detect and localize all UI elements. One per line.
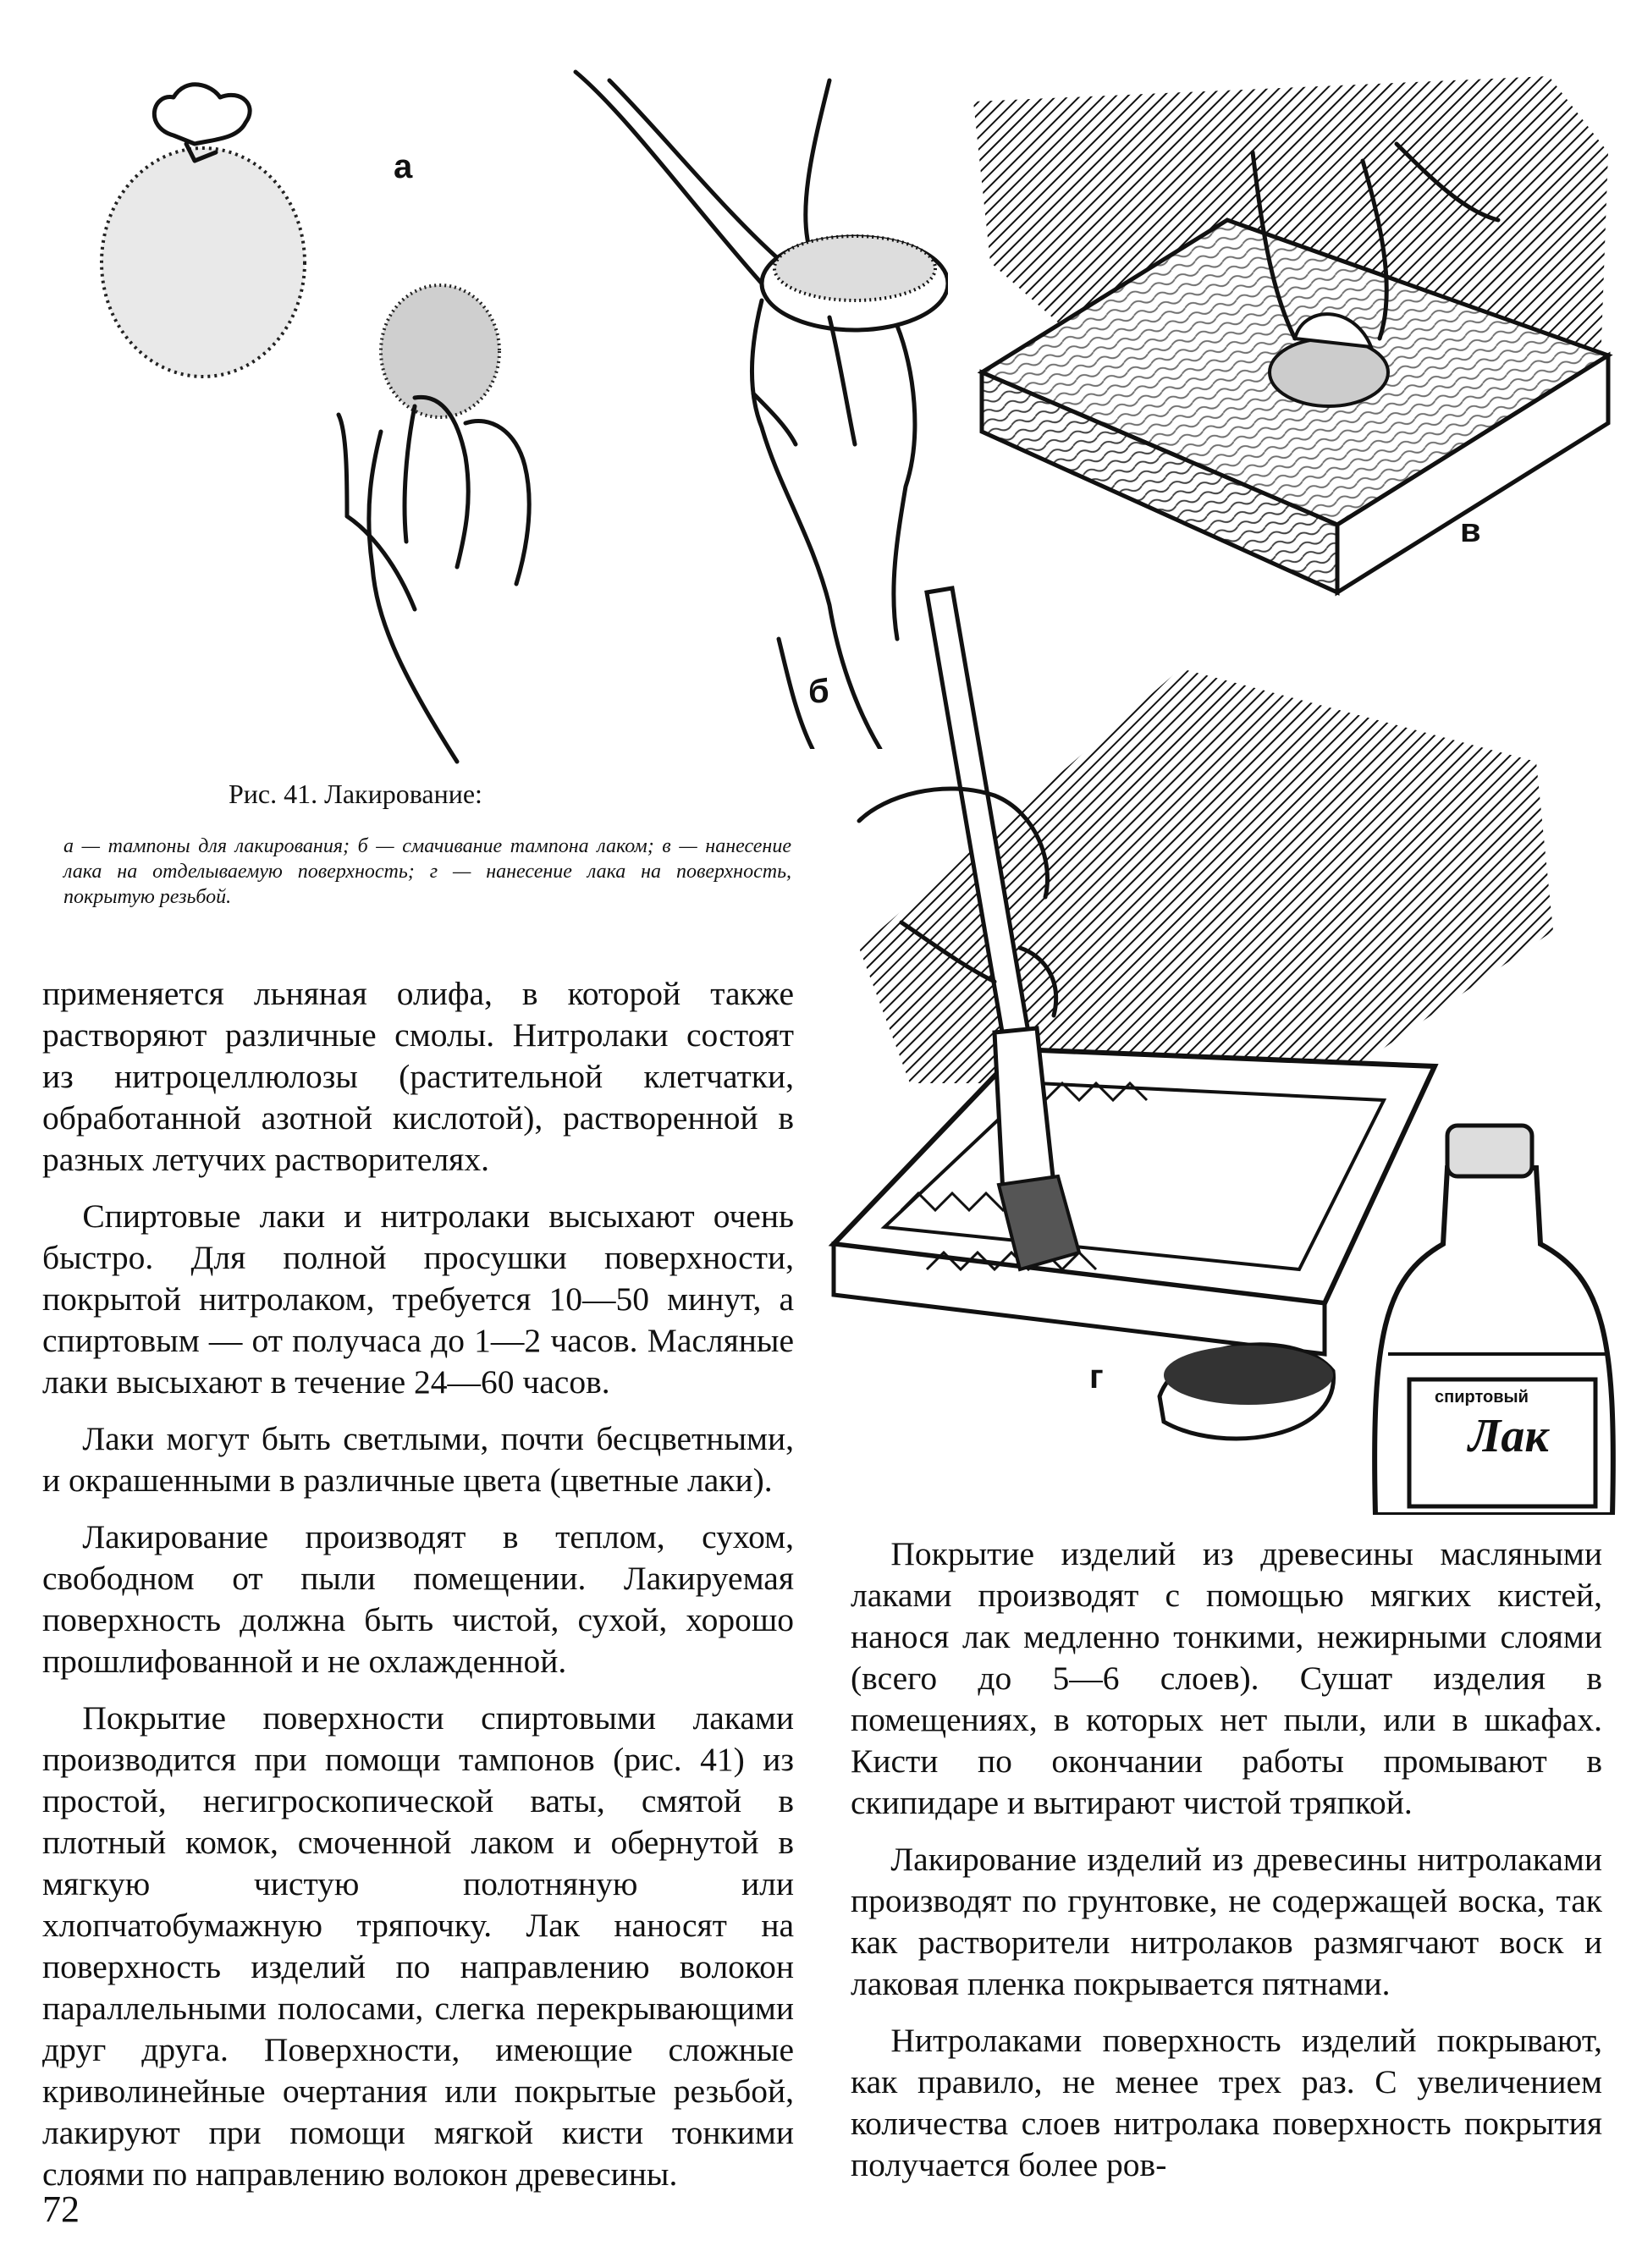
right-text-column: [851, 1533, 1602, 2201]
bottle-label-line2: Лак: [1468, 1410, 1549, 1462]
label-b: б: [808, 673, 829, 710]
paragraph: Лаки могут быть светлыми, почти бесцветными, и окрашенными в различные цвета (цветные лаки).: [42, 1420, 794, 1499]
bottle-label-line1: спиртовый: [1435, 1388, 1529, 1406]
label-v: в: [1460, 512, 1481, 549]
page-number: 72: [42, 2188, 80, 2230]
figure-caption-body: а — тампоны для лакирования; б — смачивание тампона лаком; в — нанесение лака на отделываемую поверхность; г — нанесение лака на поверхность, покрытую резьбой.: [63, 835, 791, 908]
paragraph: Спиртовые лаки и нитролаки высыхают очень быстро. Для полной просушки поверхности, покрытой нитролаком, требуется 10—50 минут, а спиртовым — от получаса до 1—2 часов. Масляные лаки высыхают в течение 24—60 часов.: [42, 1197, 794, 1401]
label-g: г: [1089, 1358, 1104, 1395]
paragraph: Покрытие изделий из древесины масляными лаками производят с помощью мягких кистей, нанося лак медленно тонкими, нежирными слоями (всего до 5—6 слоев). Сушат изделия в помещениях, в которых нет пыли, или в шкафах. Кисти по окончании работы промывают в скипидаре и вытирают чистой тряпкой.: [851, 1535, 1602, 1821]
label-a: а: [394, 148, 413, 185]
illustration-g-carving: [825, 542, 1617, 1515]
paragraph: Лакирование изделий из древесины нитролаками производят по грунтовке, не содержащей воска, так как растворители нитролаков размягчают воск и лаковая пленка покрывается пятнами.: [851, 1841, 1602, 2002]
illustration-a-tampons: [93, 59, 550, 787]
illustration-v-board: [956, 51, 1617, 601]
left-text-column: [42, 973, 794, 2210]
figure-caption-title: Рис. 41. Лакирование:: [229, 779, 482, 809]
paragraph: Лакирование производят в теплом, сухом, свободном от пыли помещении. Лакируемая поверхность должна быть чистой, сухой, хорошо прошлифованной и не охлажденной.: [42, 1518, 794, 1680]
paragraph: применяется льняная олифа, в которой также растворяют различные смолы. Нитролаки состоят из нитроцеллюлозы (растительной клетчатки, обработанной азотной кислотой), растворенной в разных летучих растворителях.: [42, 975, 794, 1178]
paragraph: Покрытие поверхности спиртовыми лаками производится при помощи тампонов (рис. 41) из простой, негигроскопической ваты, смятой в плотный комок, смоченной лаком и обернутой в мягкую чистую полотняную или хлопчатобумажную тряпочку. Лак наносят на поверхность изделий по направлению волокон параллельными полосами, слегка перекрывающими друг друга. Поверхности, имеющие сложные криволинейные очертания или покрытые резьбой, лакируют при помощи мягкой кисти тонкими слоями по направлению волокон древесины.: [42, 1699, 794, 2193]
paragraph: Нитролаками поверхность изделий покрывают, как правило, не менее трех раз. С увеличением количества слоев нитролака поверхность покрытия получается более ров-: [851, 2022, 1602, 2183]
